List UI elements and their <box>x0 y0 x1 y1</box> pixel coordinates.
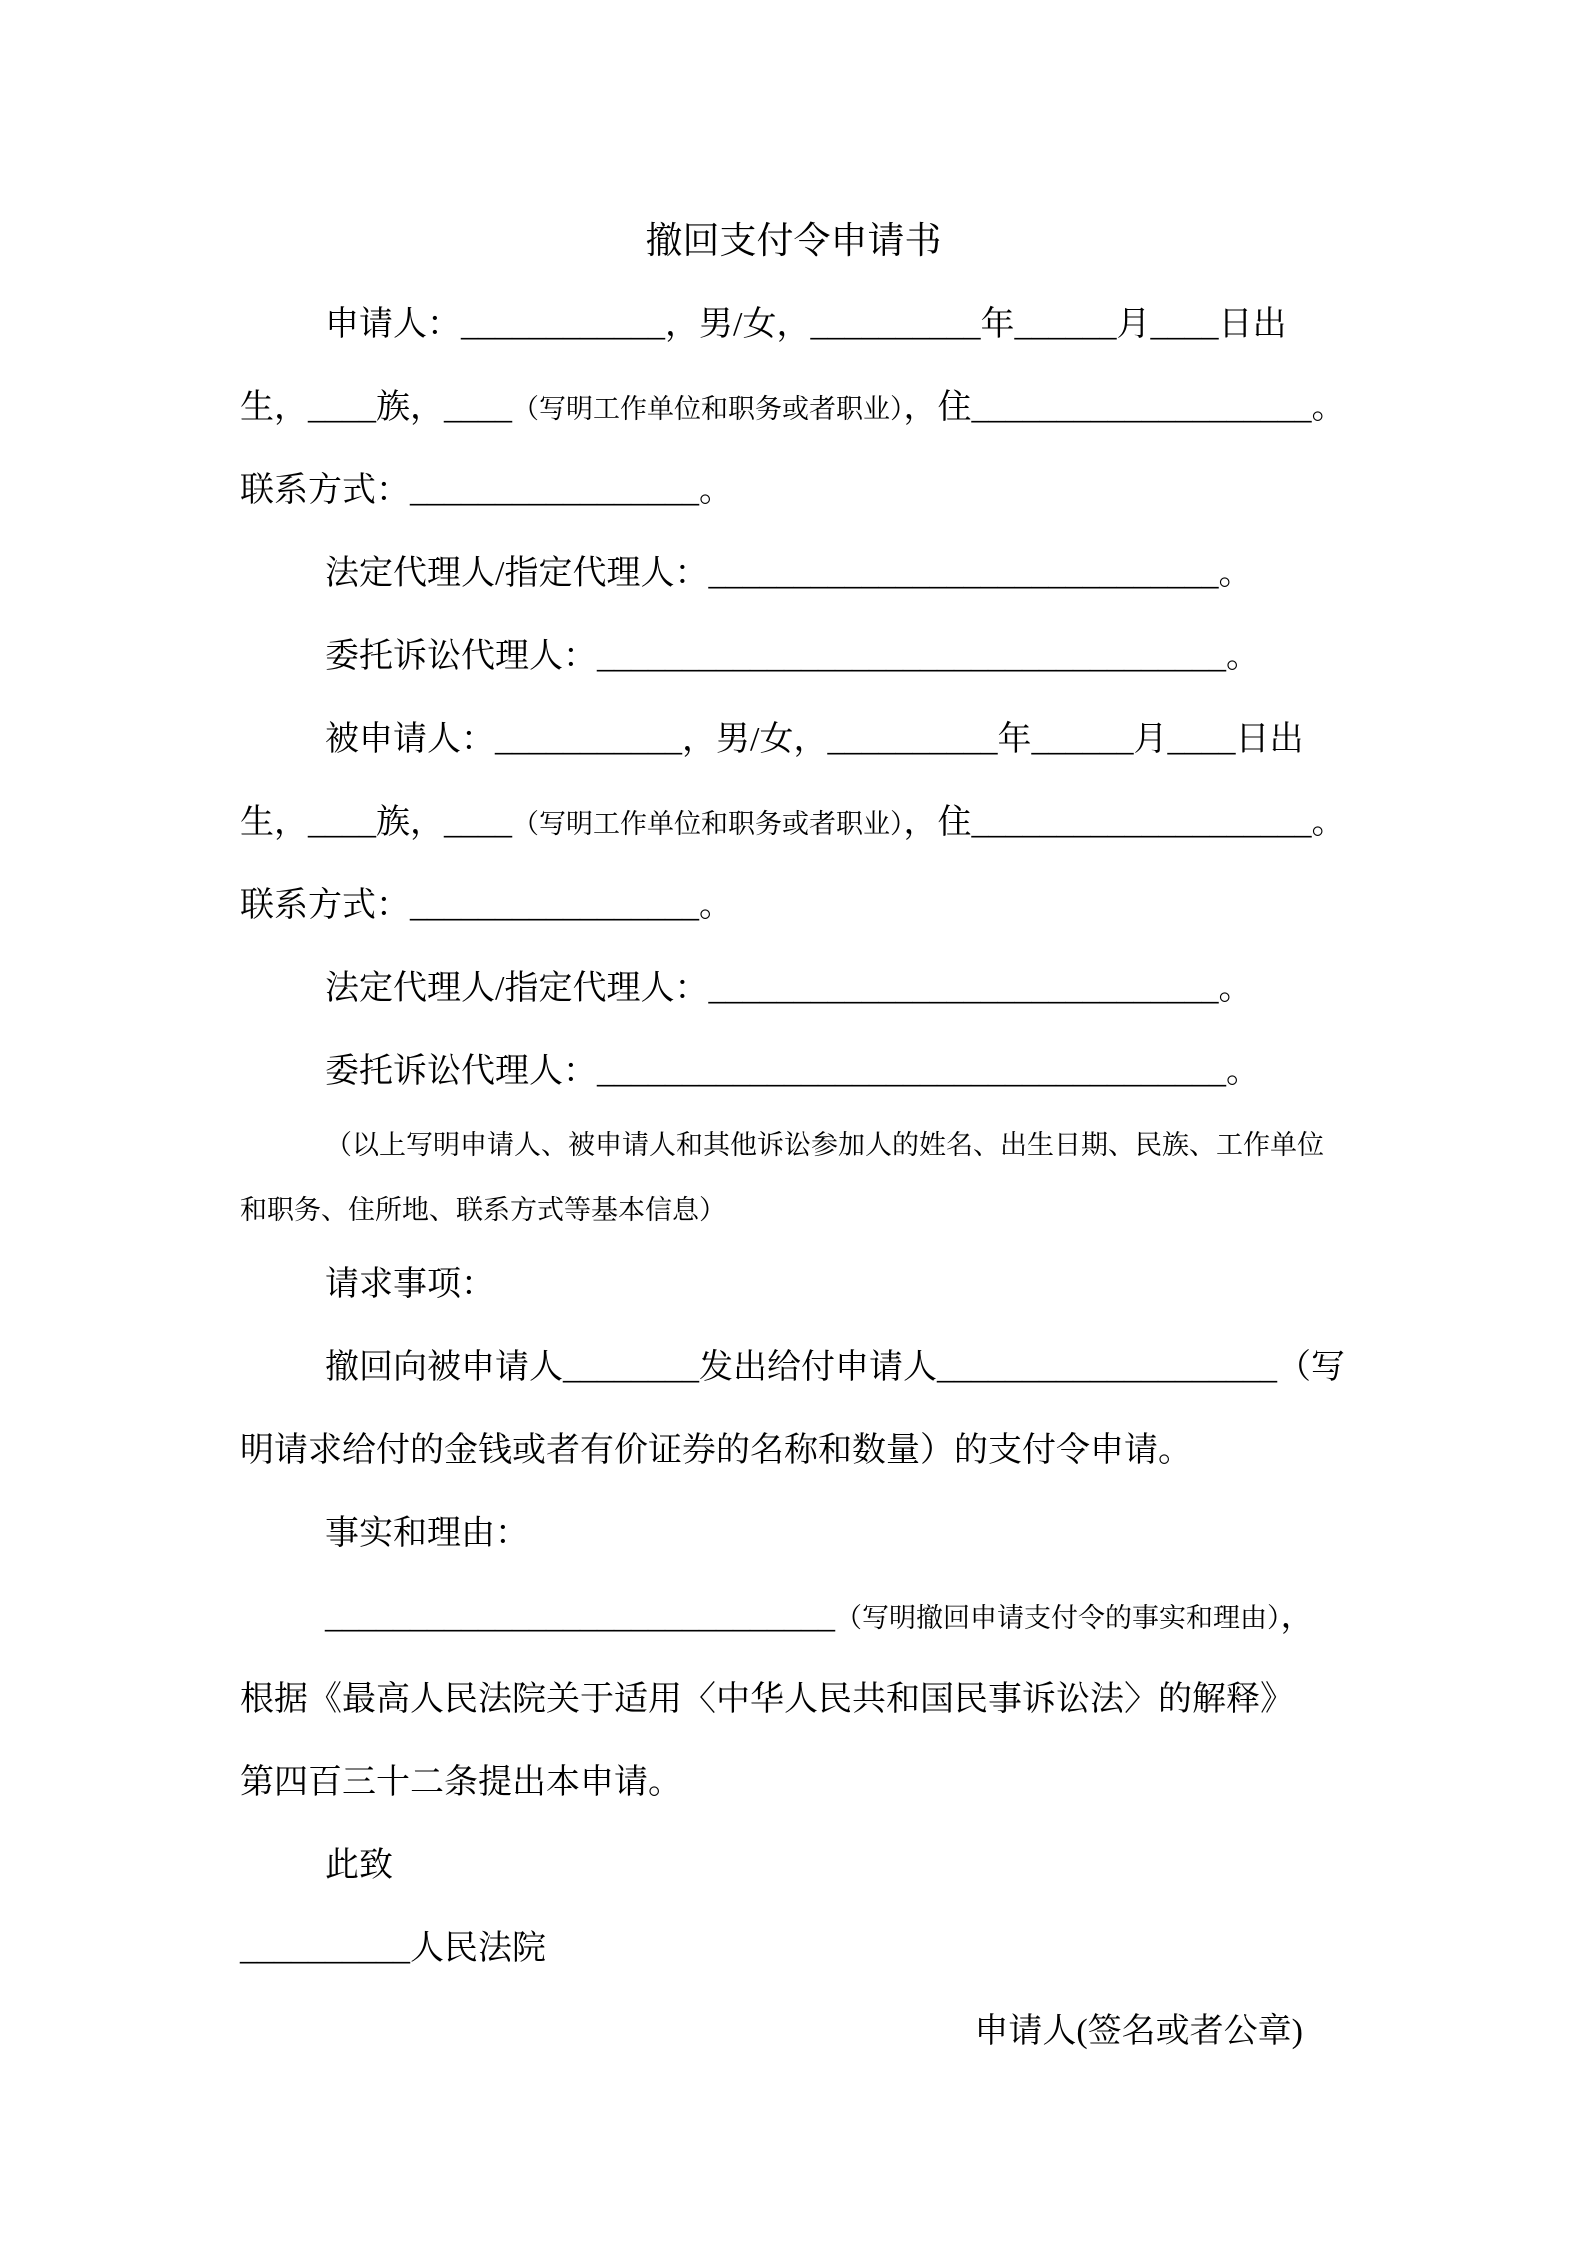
blank-field: ___________ <box>495 721 682 758</box>
blank-field: ____ <box>444 389 512 426</box>
document-line <box>240 1907 1347 1990</box>
document-line <box>240 1178 1347 1243</box>
text-segment: 发出给付申请人 <box>699 1349 937 1386</box>
blank-field: ____ <box>308 804 376 841</box>
blank-field: ____________________ <box>937 1349 1277 1386</box>
text-segment: 联系方式： <box>240 472 410 509</box>
document-line <box>240 1741 1347 1824</box>
document-body <box>240 283 1347 1990</box>
text-segment: 族， <box>376 804 444 841</box>
text-segment: （写明工作单位和职务或者职业） <box>512 809 904 839</box>
blank-field: ____________ <box>461 306 665 343</box>
blank-field: ________ <box>563 1349 699 1386</box>
blank-field: _________________ <box>410 472 699 509</box>
blank-field: _________________ <box>410 887 699 924</box>
signature-line: 申请人(签名或者公章) <box>974 2013 1303 2050</box>
text-segment: ，男/女， <box>665 306 811 343</box>
blank-field: ____ <box>444 804 512 841</box>
document-line <box>240 1409 1347 1492</box>
document-line <box>240 781 1347 864</box>
blank-field: ______________________________ <box>708 970 1219 1007</box>
blank-field: ____ <box>1167 721 1236 758</box>
document-line <box>240 698 1347 781</box>
text-segment: 族， <box>376 389 444 426</box>
blank-field: ______ <box>1014 306 1117 343</box>
text-segment: 法定代理人/指定代理人： <box>325 970 709 1007</box>
text-segment: ，男/女， <box>682 721 828 758</box>
text-segment: 事实和理由： <box>325 1515 529 1552</box>
text-segment: 委托诉讼代理人： <box>325 638 597 675</box>
text-segment: （写明撤回申请支付令的事实和理由） <box>835 1603 1281 1633</box>
text-segment: 。 <box>1311 389 1346 426</box>
document-line <box>240 615 1347 698</box>
text-segment: 。 <box>1218 555 1253 592</box>
text-segment: 和职务、住所地、联系方式等基本信息） <box>240 1195 726 1225</box>
text-segment: 。 <box>1226 638 1260 675</box>
document-line <box>240 1243 1347 1326</box>
document-line <box>240 532 1347 615</box>
blank-field: __________ <box>827 721 998 758</box>
blank-field: __________ <box>240 1930 410 1967</box>
text-segment: 被申请人： <box>325 721 495 758</box>
text-segment: 年 <box>997 721 1032 758</box>
text-segment: 此致 <box>325 1847 393 1884</box>
document-line <box>240 947 1347 1030</box>
text-segment: 月 <box>1133 721 1168 758</box>
text-segment: 月 <box>1116 306 1151 343</box>
document-title: 撤回支付令申请书 <box>645 221 942 262</box>
text-segment: （写 <box>1277 1349 1345 1386</box>
text-segment: ，住 <box>903 389 972 426</box>
document-line <box>240 1575 1347 1658</box>
document-line <box>240 1113 1347 1178</box>
document-line <box>240 283 1347 366</box>
blank-field: ______ <box>1031 721 1134 758</box>
text-segment: 根据《最高人民法院关于适用〈中华人民共和国民事诉讼法〉的解释》 <box>240 1681 1294 1718</box>
blank-field: _____________________________________ <box>597 1053 1226 1090</box>
text-segment: 生， <box>240 804 308 841</box>
document-line <box>240 366 1347 449</box>
document-line <box>240 449 1347 532</box>
document-line <box>240 1658 1347 1741</box>
blank-field: ______________________________ <box>708 555 1219 592</box>
document-line <box>240 864 1347 947</box>
text-segment: 。 <box>699 472 733 509</box>
text-segment: ， <box>1280 1598 1315 1635</box>
text-segment: （写明工作单位和职务或者职业） <box>512 394 904 424</box>
document-line <box>240 1492 1347 1575</box>
text-segment: 。 <box>1311 804 1346 841</box>
text-segment: 生， <box>240 389 308 426</box>
text-segment: ，住 <box>903 804 972 841</box>
blank-field: ____________________ <box>971 804 1312 841</box>
text-segment: 日出 <box>1218 306 1287 343</box>
text-segment: 年 <box>980 306 1015 343</box>
text-segment: 撤回向被申请人 <box>325 1349 563 1386</box>
text-segment: 日出 <box>1235 721 1304 758</box>
text-segment: 法定代理人/指定代理人： <box>325 555 709 592</box>
blank-field: ____ <box>308 389 376 426</box>
document-line <box>240 1326 1347 1409</box>
text-segment: 。 <box>1218 970 1253 1007</box>
document-line <box>240 1030 1347 1113</box>
text-segment: 申请人： <box>325 306 461 343</box>
text-segment: 。 <box>1226 1053 1260 1090</box>
blank-field: _____________________________________ <box>597 638 1226 675</box>
text-segment: 委托诉讼代理人： <box>325 1053 597 1090</box>
text-segment: 明请求给付的金钱或者有价证券的名称和数量）的支付令申请。 <box>240 1432 1192 1469</box>
blank-field: ____ <box>1150 306 1219 343</box>
text-segment: 人民法院 <box>410 1930 546 1967</box>
text-segment: 第四百三十二条提出本申请。 <box>240 1764 682 1801</box>
blank-field: __________ <box>810 306 981 343</box>
text-segment: 。 <box>699 887 733 924</box>
text-segment: 请求事项： <box>325 1266 495 1303</box>
blank-field: ____________________ <box>971 389 1312 426</box>
text-segment: （以上写明申请人、被申请人和其他诉讼参加人的姓名、出生日期、民族、工作单位 <box>325 1130 1324 1160</box>
document-line <box>240 1824 1347 1907</box>
text-segment: 联系方式： <box>240 887 410 924</box>
blank-field: ______________________________ <box>325 1598 835 1635</box>
